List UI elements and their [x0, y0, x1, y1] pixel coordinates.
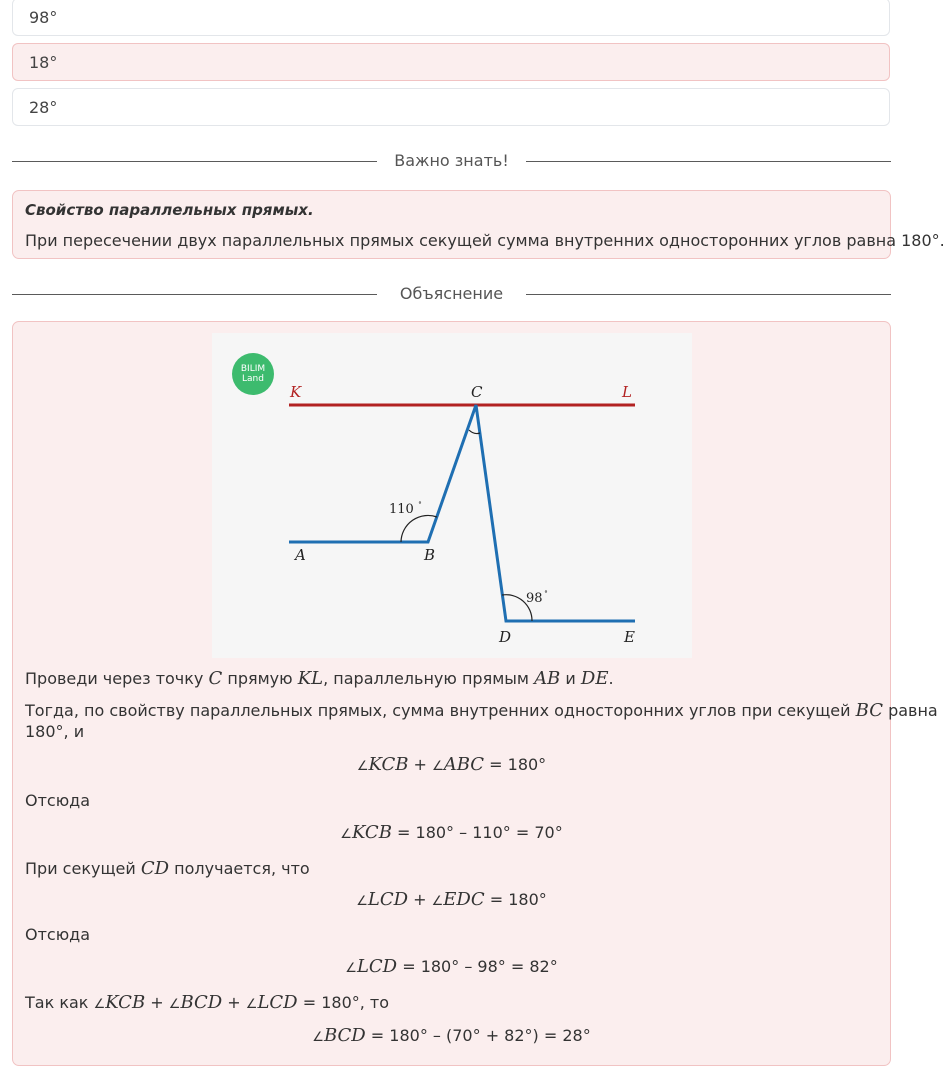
explanation-divider [12, 283, 891, 305]
geometry-figure [212, 333, 692, 658]
degree-mark: ∘ [418, 498, 422, 507]
explanation-divider-label: Объяснение [399, 284, 504, 303]
label-a: A [295, 546, 306, 564]
equation-2: ∠KCB = 180° – 110° = 70° [340, 822, 563, 843]
figure-svg [212, 333, 692, 658]
label-l: L [622, 383, 632, 401]
rule-text: При пересечении двух параллельных прямых секущей сумма внутренних односторонних углов равна 180°. [25, 231, 945, 250]
angle-label-98: 98 [526, 591, 543, 606]
explanation-otsyuda-1: Отсюда [25, 791, 91, 810]
equation-3: ∠LCD + ∠EDC = 180° [356, 889, 547, 910]
explanation-line-2: Тогда, по свойству параллельных прямых, сумма внутренних односторонних углов при секущей BC равна [25, 700, 938, 721]
broken-line-abcde [289, 405, 635, 621]
explanation-line-2b: 180°, и [25, 722, 85, 741]
label-b: B [424, 546, 436, 564]
equation-5: ∠BCD = 180° – (70° + 82°) = 28° [312, 1025, 591, 1046]
rule-title: Свойство параллельных прямых. [25, 201, 314, 219]
answer-option-28[interactable]: 28° [12, 88, 890, 126]
explanation-card [12, 321, 938, 1066]
important-divider [12, 150, 891, 172]
label-d: D [499, 628, 512, 646]
equation-1: ∠KCB + ∠ABC = 180° [356, 754, 547, 775]
explanation-line-1: Проведи через точку C прямую KL, параллельную прямым AB и DE. [25, 668, 614, 689]
bilimland-logo: BILIM Land [232, 353, 274, 395]
equation-4: ∠LCD = 180° – 98° = 82° [345, 956, 558, 977]
important-card [12, 190, 945, 259]
explanation-otsyuda-2: Отсюда [25, 925, 91, 944]
degree-mark: ∘ [544, 587, 548, 596]
important-divider-label: Важно знать! [394, 151, 509, 170]
explanation-line-8: Так как ∠KCB + ∠BCD + ∠LCD = 180°, то [25, 992, 390, 1013]
answer-option-98[interactable]: 98° [12, 0, 890, 36]
label-e: E [624, 628, 635, 646]
answer-option-18[interactable]: 18° [12, 43, 890, 81]
angle-label-110: 110 [389, 502, 414, 517]
label-k: K [290, 383, 302, 401]
explanation-line-5: При секущей CD получается, что [25, 858, 310, 879]
label-c: C [471, 383, 483, 401]
